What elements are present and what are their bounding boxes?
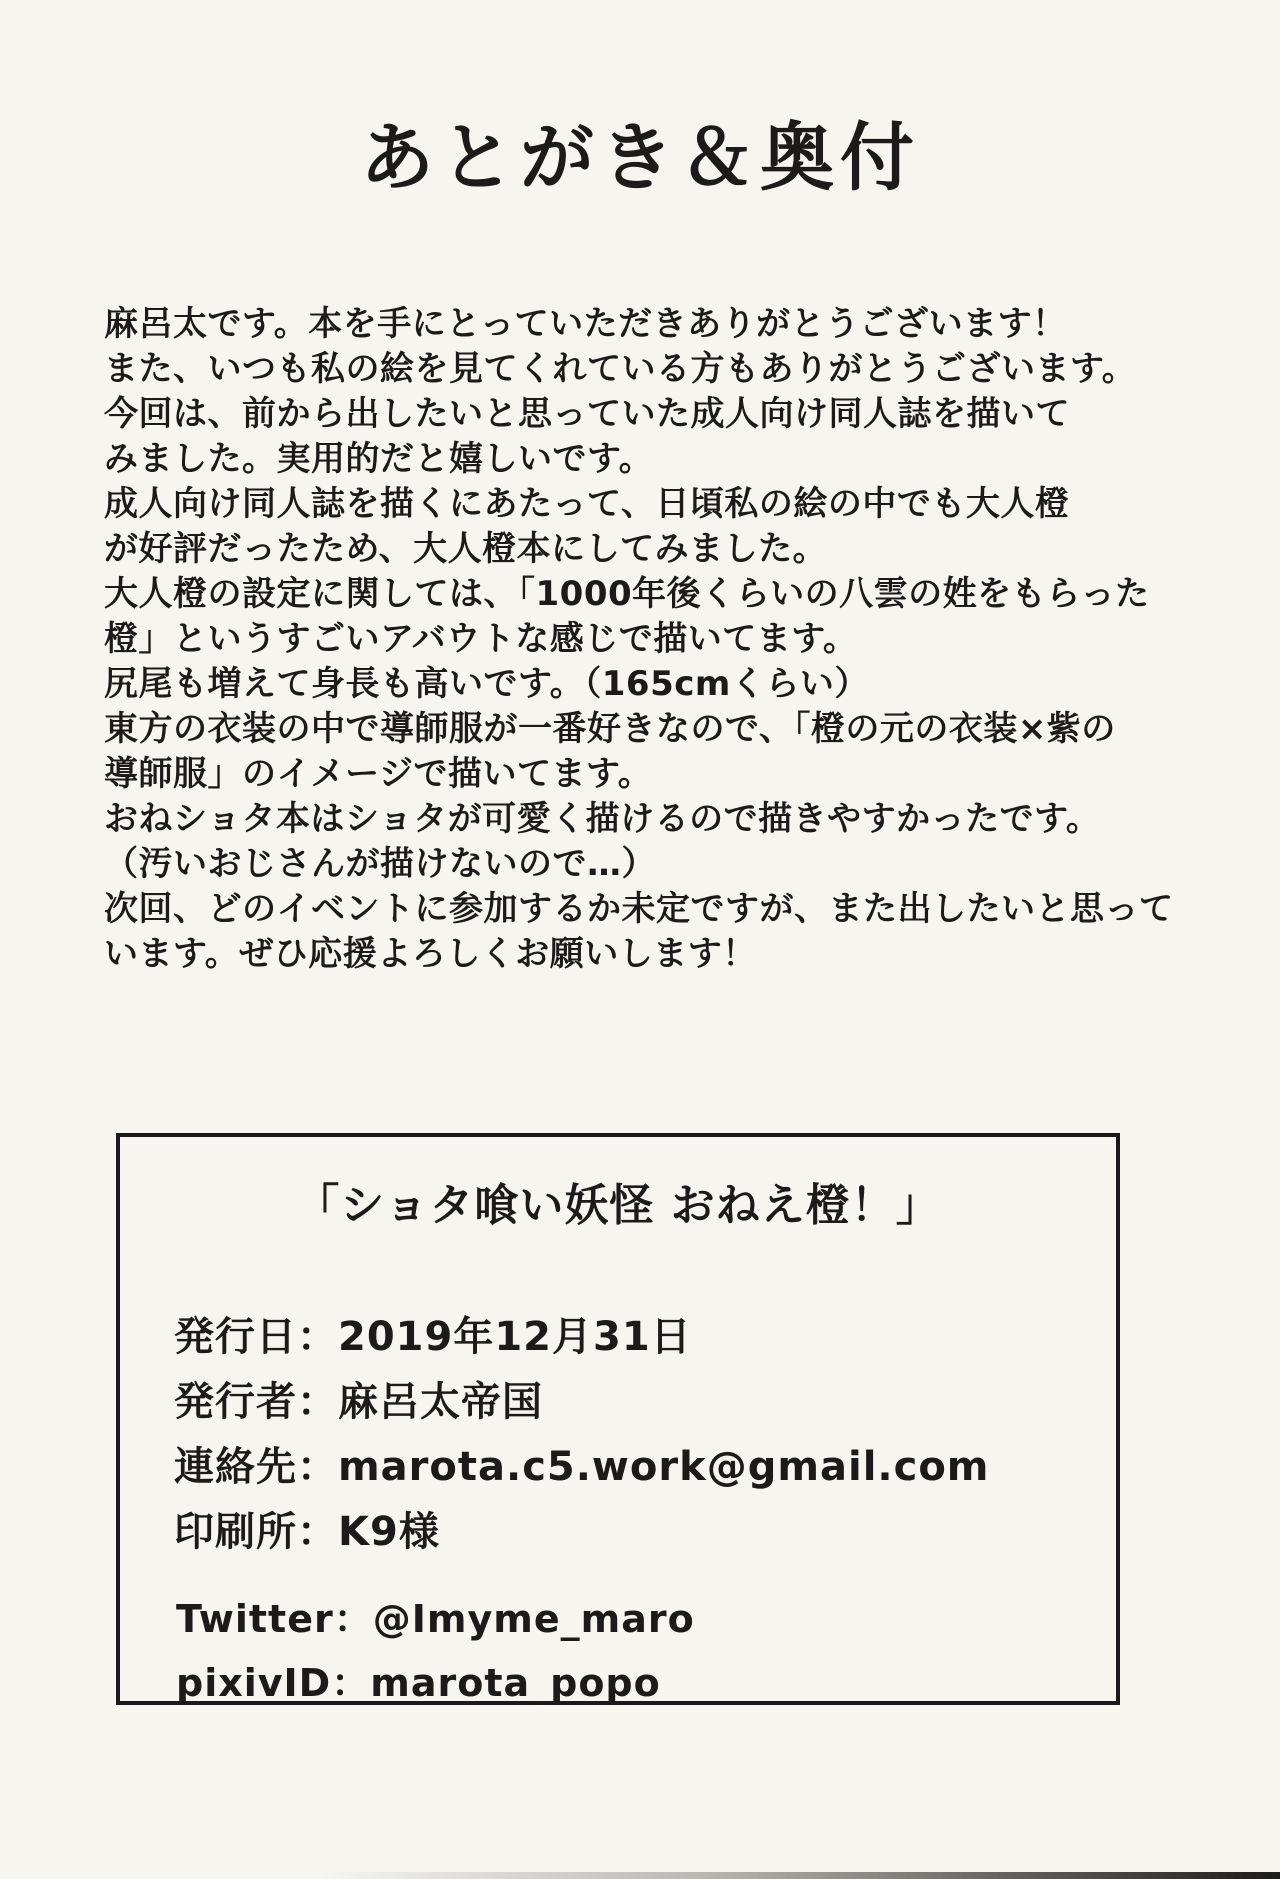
- afterword-line: 今回は、前から出したいと思っていた成人向け同人誌を描いて: [104, 394, 1070, 434]
- publication-date-row: [174, 1305, 1116, 1370]
- afterword-line: が好評だったため、大人橙本にしてみました。: [104, 529, 828, 569]
- colophon-box: [116, 1133, 1120, 1705]
- contact-label: 連絡先: [174, 1444, 297, 1490]
- publication-date-value: 2019年12月31日: [338, 1314, 692, 1360]
- afterword-line: おねショタ本はショタが可愛く描けるので描きやすかったです。: [104, 799, 1101, 839]
- twitter-handle-value: @Imyme_maro: [372, 1597, 695, 1641]
- label-separator: ：: [297, 1509, 338, 1555]
- colophon-rows: [174, 1305, 1116, 1565]
- afterword-line: 次回、どのイベントに参加するか未定ですが、また出したいと思って: [104, 889, 1174, 929]
- scan-edge-shadow: [0, 1872, 1280, 1879]
- printer-value: K9様: [338, 1509, 440, 1555]
- afterword-line: 麻呂太です。本を手にとっていただきありがとうございます！: [104, 304, 1067, 344]
- pixiv-id-value: marota_popo: [370, 1661, 661, 1705]
- afterword-line: 導師服」のイメージで描いてます。: [104, 754, 653, 794]
- label-separator: ：: [297, 1314, 338, 1360]
- afterword-line: います。ぜひ応援よろしくお願いします！: [104, 934, 757, 974]
- twitter-label: Twitter: [176, 1597, 334, 1641]
- afterword-line: また、いつも私の絵を見てくれている方もありがとうございます。: [104, 349, 1137, 389]
- publisher-row: [174, 1370, 1116, 1435]
- afterword-line: 尻尾も増えて身長も高いです。（165cmくらい）: [104, 664, 869, 704]
- book-title: 「ショタ喰い妖怪 おねえ橙！」: [295, 1180, 941, 1231]
- label-separator: ：: [297, 1444, 338, 1490]
- contact-email-value: marota.c5.work@gmail.com: [338, 1444, 990, 1490]
- label-separator: ：: [333, 1597, 373, 1641]
- publication-date-label: 発行日: [174, 1314, 297, 1360]
- publisher-value: 麻呂太帝国: [338, 1379, 543, 1425]
- afterword-line: 橙」というすごいアバウトな感じで描いてます。: [104, 619, 858, 659]
- contact-row: [174, 1435, 1116, 1500]
- label-separator: ：: [297, 1379, 338, 1425]
- twitter-row: [176, 1587, 1116, 1651]
- page-title: あとがき＆奥付: [360, 115, 920, 201]
- afterword-line: 成人向け同人誌を描くにあたって、日頃私の絵の中でも大人橙: [104, 484, 1070, 524]
- printer-row: [174, 1500, 1116, 1565]
- afterword-line: みました。実用的だと嬉しいです。: [104, 439, 654, 479]
- publisher-label: 発行者: [174, 1379, 297, 1425]
- label-separator: ：: [331, 1661, 371, 1705]
- social-rows: [176, 1587, 1116, 1715]
- printer-label: 印刷所: [174, 1509, 297, 1555]
- pixiv-label: pixivID: [176, 1661, 332, 1705]
- afterword-line: 東方の衣装の中で導師服が一番好きなので、「橙の元の衣装×紫の: [104, 709, 1116, 749]
- pixiv-row: [176, 1651, 1116, 1715]
- afterword-line: （汚いおじさんが描けないので…）: [104, 844, 656, 884]
- afterword-line: 大人橙の設定に関しては、「1000年後くらいの八雲の姓をもらった: [104, 574, 1150, 614]
- afterword-paragraph: [104, 302, 1184, 977]
